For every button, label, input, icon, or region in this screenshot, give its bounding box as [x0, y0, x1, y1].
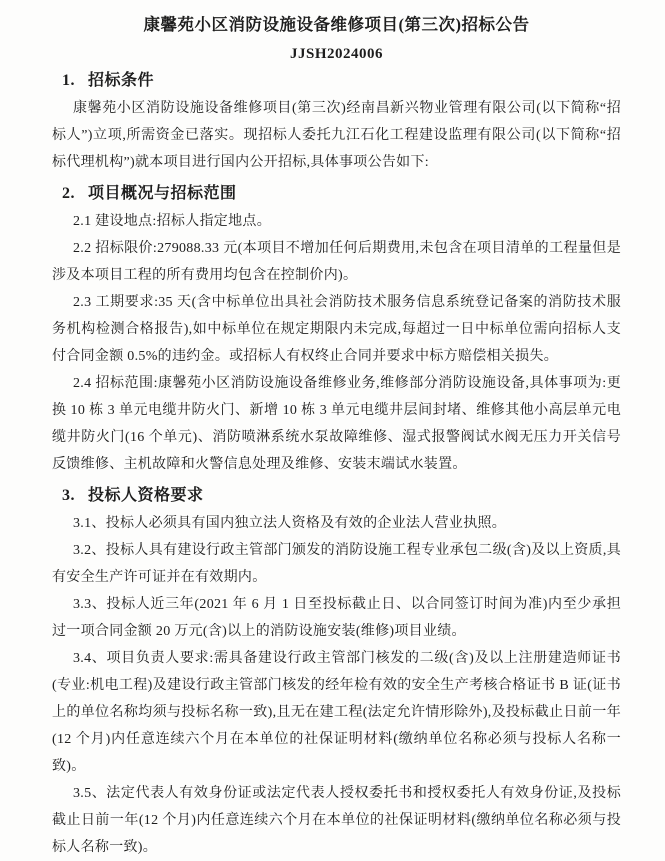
section-1-heading — [52, 69, 621, 93]
clause-2-3-schedule: 2.3 工期要求:35 天(含中标单位出具社会消防技术服务信息系统登记备案的消防技术服务机构检测合格报告),如中标单位在规定期限内未完成,每超过一日中标单位需向招标人支付合同金额 0.5%的违约金。或招标人有权终止合同并要求中标方赔偿相关损失。 — [52, 294, 621, 364]
section-1-number: 1. — [62, 71, 75, 89]
document-number: JJSH2024006 — [289, 45, 383, 62]
section-2-title: 项目概况与招标范围 — [88, 184, 237, 202]
section-tender-conditions — [52, 69, 621, 176]
clause-3-3-track-record: 3.3、投标人近三年(2021 年 6 月 1 日至投标截止日、以合同签订时间为准)内至少承担过一项合同金额 20 万元(含)以上的消防设施安装(维修)项目业绩。 — [52, 596, 621, 639]
clause-3-4-project-manager: 3.4、项目负责人要求:需具备建设行政主管部门核发的二级(含)及以上注册建造师证书(专业:机电工程)及建设行政主管部门核发的经年检有效的安全生产考核合格证书 B 证(证书上的单位名称均须与投标名称一致),且无在建工程(法定允许情形除外),及投标截止日前一年(12 个月)内任意连续六个月在本单位的社保证明材料(缴纳单位名称必须与投标人名称一致)。 — [52, 650, 621, 774]
section-2-heading — [52, 182, 621, 206]
document-title: 康馨苑小区消防设施设备维修项目(第三次)招标公告 — [143, 15, 530, 34]
clause-3-5-legal-representative: 3.5、法定代表人有效身份证或法定代表人授权委托书和授权委托人有效身份证,及投标截止日前一年(12 个月)内任意连续六个月在本单位的社保证明材料(缴纳单位名称必须与投标人名称一致)。 — [52, 785, 621, 855]
clause-1-intro: 康馨苑小区消防设施设备维修项目(第三次)经南昌新兴物业管理有限公司(以下简称“招标人”)立项,所需资金已落实。现招标人委托九江石化工程建设监理有限公司(以下简称“招标代理机构”)就本项目进行国内公开招标,具体事项公告如下: — [52, 100, 621, 170]
section-3-title: 投标人资格要求 — [88, 486, 204, 504]
clause-2-4-scope: 2.4 招标范围:康馨苑小区消防设施设备维修业务,维修部分消防设施设备,具体事项为:更换 10 栋 3 单元电缆井防火门、新增 10 栋 3 单元电缆井层间封堵、维修其他小高层单元电缆井防火门(16 个单元)、消防喷淋系统水泵故障维修、湿式报警阀试水阀无压力开关信号反馈维修、主机故障和火警信息处理及维修、安装末端试水装置。 — [52, 375, 621, 472]
section-3-number: 3. — [62, 486, 75, 504]
section-2-number: 2. — [62, 184, 75, 202]
clause-2-2-price-limit: 2.2 招标限价:279088.33 元(本项目不增加任何后期费用,未包含在项目清单的工程量但是涉及本项目工程的所有费用均包含在控制价内)。 — [52, 240, 621, 283]
section-bidder-qualifications — [52, 484, 621, 861]
section-project-overview — [52, 182, 621, 478]
section-3-heading — [52, 484, 621, 508]
clause-2-1-location: 2.1 建设地点:招标人指定地点。 — [73, 213, 271, 229]
clause-3-2-qualification: 3.2、投标人具有建设行政主管部门颁发的消防设施工程专业承包二级(含)及以上资质,具有安全生产许可证并在有效期内。 — [52, 542, 621, 585]
section-1-title: 招标条件 — [88, 71, 155, 89]
clause-3-1-legal-entity: 3.1、投标人必须具有国内独立法人资格及有效的企业法人营业执照。 — [73, 515, 507, 531]
